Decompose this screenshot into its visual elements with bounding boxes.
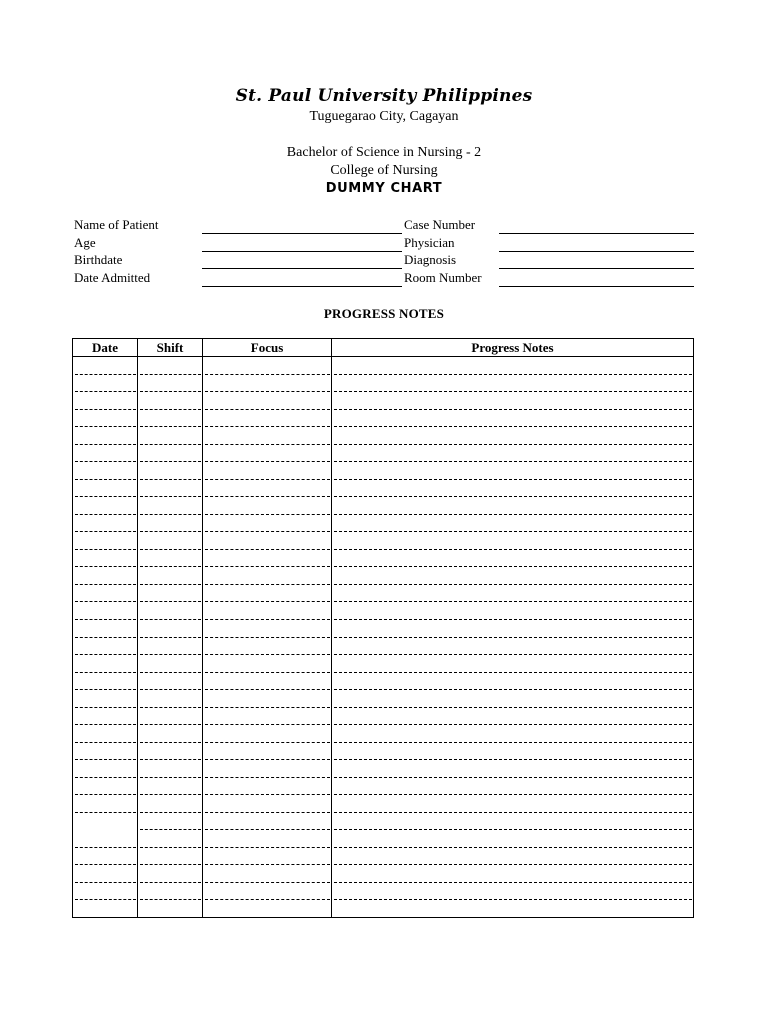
row-separator (205, 707, 330, 708)
row-separator (140, 514, 201, 515)
column-divider (137, 339, 138, 917)
row-separator (75, 654, 136, 655)
row-separator (205, 549, 330, 550)
row-separator (334, 864, 692, 865)
row-separator (140, 864, 201, 865)
row-separator (205, 531, 330, 532)
row-separator (140, 777, 201, 778)
row-separator (334, 829, 692, 830)
row-separator (140, 409, 201, 410)
row-separator (205, 724, 330, 725)
row-separator (205, 742, 330, 743)
row-separator (205, 374, 330, 375)
row-separator (75, 461, 136, 462)
column-header-focus: Focus (250, 340, 284, 355)
row-separator (205, 461, 330, 462)
row-separator (205, 584, 330, 585)
row-separator (334, 637, 692, 638)
row-separator (334, 391, 692, 392)
row-separator (334, 672, 692, 673)
row-separator (140, 707, 201, 708)
row-separator (205, 479, 330, 480)
row-separator (205, 601, 330, 602)
field-label-name-of-patient: Name of Patient (74, 217, 159, 232)
row-separator (334, 654, 692, 655)
row-separator (75, 584, 136, 585)
row-separator (75, 847, 136, 848)
row-separator (140, 829, 201, 830)
row-separator (140, 654, 201, 655)
row-separator (75, 899, 136, 900)
row-separator (334, 812, 692, 813)
row-separator (75, 549, 136, 550)
row-separator (205, 812, 330, 813)
row-separator (334, 426, 692, 427)
row-separator (334, 724, 692, 725)
program-name: Bachelor of Science in Nursing - 2 (286, 145, 482, 160)
field-label-birthdate: Birthdate (74, 252, 123, 267)
progress-notes-table (72, 338, 694, 918)
row-separator (140, 391, 201, 392)
row-separator (334, 794, 692, 795)
column-header-date: Date (92, 340, 118, 355)
field-line-date-admitted (202, 286, 402, 287)
row-separator (140, 444, 201, 445)
row-separator (140, 724, 201, 725)
row-separator (75, 409, 136, 410)
row-separator (205, 899, 330, 900)
row-separator (75, 864, 136, 865)
row-separator (334, 584, 692, 585)
row-separator (205, 391, 330, 392)
row-separator (140, 672, 201, 673)
row-separator (140, 794, 201, 795)
row-separator (75, 812, 136, 813)
row-separator (334, 566, 692, 567)
row-separator (140, 584, 201, 585)
field-label-date-admitted: Date Admitted (74, 270, 151, 285)
column-header-shift: Shift (156, 340, 184, 355)
row-separator (140, 426, 201, 427)
row-separator (75, 882, 136, 883)
column-header-progress-notes: Progress Notes (471, 340, 554, 355)
row-separator (205, 496, 330, 497)
row-separator (75, 531, 136, 532)
row-separator (205, 409, 330, 410)
field-label-diagnosis: Diagnosis (404, 252, 456, 267)
column-divider (202, 339, 203, 917)
row-separator (75, 777, 136, 778)
row-separator (334, 777, 692, 778)
row-separator (75, 514, 136, 515)
row-separator (334, 689, 692, 690)
row-separator (334, 514, 692, 515)
row-separator (75, 707, 136, 708)
row-separator (75, 689, 136, 690)
field-line-room-number (499, 286, 694, 287)
row-separator (75, 601, 136, 602)
row-separator (205, 759, 330, 760)
document-title: DUMMY CHART (325, 181, 443, 196)
row-separator (140, 689, 201, 690)
row-separator (140, 899, 201, 900)
row-separator (205, 794, 330, 795)
row-separator (205, 672, 330, 673)
field-line-case-number (499, 233, 694, 234)
row-separator (75, 759, 136, 760)
row-separator (334, 461, 692, 462)
field-line-diagnosis (499, 268, 694, 269)
row-separator (140, 549, 201, 550)
row-separator (334, 899, 692, 900)
field-line-birthdate (202, 268, 402, 269)
university-name: St. Paul University Philippines (235, 86, 533, 106)
field-label-case-number: Case Number (404, 217, 476, 232)
row-separator (334, 882, 692, 883)
row-separator (205, 444, 330, 445)
row-separator (334, 374, 692, 375)
row-separator (334, 479, 692, 480)
row-separator (75, 444, 136, 445)
progress-notes-heading: PROGRESS NOTES (323, 306, 445, 321)
row-separator (140, 566, 201, 567)
row-separator (75, 374, 136, 375)
row-separator (140, 637, 201, 638)
university-city: Tuguegarao City, Cagayan (309, 109, 459, 124)
row-separator (334, 409, 692, 410)
row-separator (75, 742, 136, 743)
row-separator (140, 374, 201, 375)
row-separator (75, 724, 136, 725)
row-separator (205, 882, 330, 883)
row-separator (140, 742, 201, 743)
row-separator (75, 672, 136, 673)
row-separator (205, 426, 330, 427)
row-separator (140, 461, 201, 462)
row-separator (140, 847, 201, 848)
field-label-room-number: Room Number (404, 270, 482, 285)
row-separator (140, 882, 201, 883)
field-label-physician: Physician (404, 235, 455, 250)
row-separator (75, 566, 136, 567)
row-separator (205, 514, 330, 515)
field-line-physician (499, 251, 694, 252)
row-separator (205, 847, 330, 848)
row-separator (334, 601, 692, 602)
row-separator (205, 637, 330, 638)
row-separator (140, 479, 201, 480)
row-separator (140, 812, 201, 813)
row-separator (75, 426, 136, 427)
field-line-age (202, 251, 402, 252)
row-separator (205, 777, 330, 778)
row-separator (334, 531, 692, 532)
row-separator (334, 619, 692, 620)
row-separator (75, 619, 136, 620)
row-separator (334, 707, 692, 708)
row-separator (205, 689, 330, 690)
row-separator (334, 742, 692, 743)
row-separator (140, 601, 201, 602)
row-separator (205, 654, 330, 655)
row-separator (140, 496, 201, 497)
college-name: College of Nursing (330, 163, 438, 178)
row-separator (205, 619, 330, 620)
row-separator (140, 531, 201, 532)
row-separator (75, 496, 136, 497)
row-separator (334, 759, 692, 760)
row-separator (75, 637, 136, 638)
column-divider (331, 339, 332, 917)
row-separator (75, 391, 136, 392)
row-separator (75, 794, 136, 795)
row-separator (75, 479, 136, 480)
row-separator (334, 847, 692, 848)
row-separator (205, 864, 330, 865)
row-separator (205, 829, 330, 830)
field-label-age: Age (74, 235, 96, 250)
header-rule (73, 356, 693, 357)
row-separator (334, 549, 692, 550)
row-separator (140, 759, 201, 760)
field-line-name-of-patient (202, 233, 402, 234)
row-separator (140, 619, 201, 620)
row-separator (334, 496, 692, 497)
row-separator (205, 566, 330, 567)
row-separator (334, 444, 692, 445)
